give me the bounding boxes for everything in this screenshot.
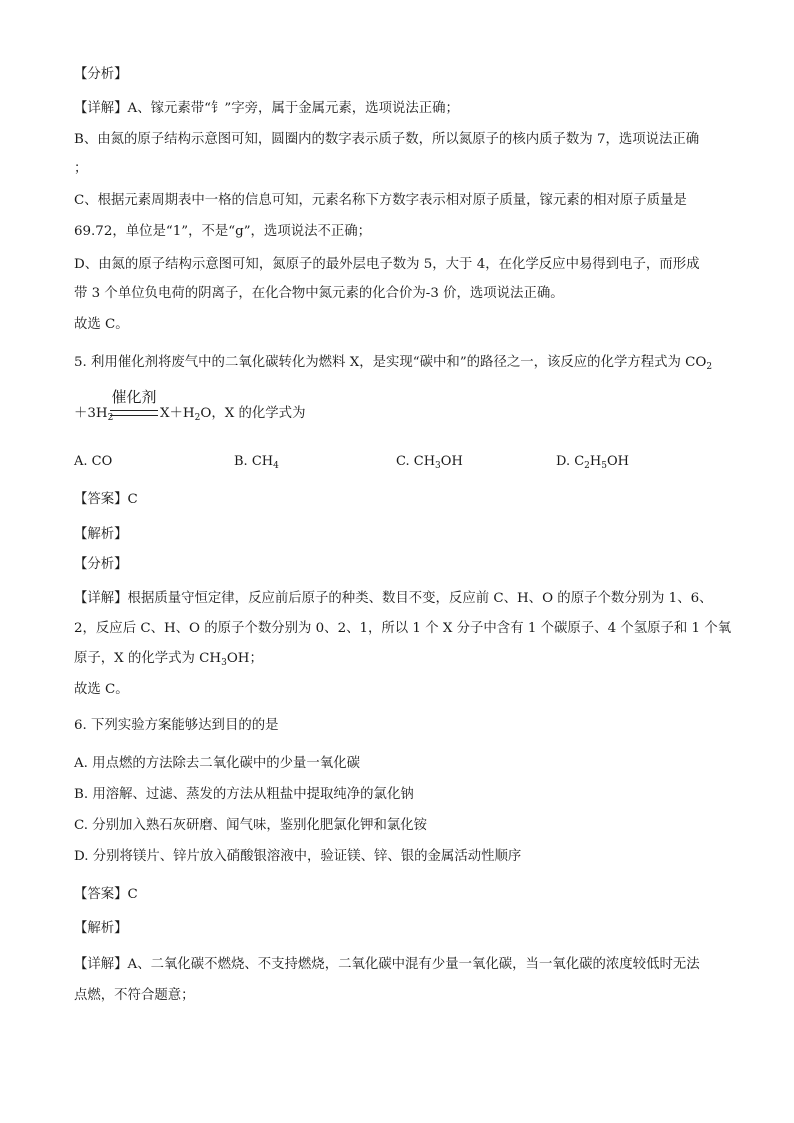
question-5-stem: 5. 利用催化剂将废气中的二氧化碳转化为燃料 X，是实现“碳中和”的路径之一，该反应的化学方程式为 $CO_2$ <box>74 355 713 372</box>
detail-line: B、由氮的原子结构示意图可知，圆圈内的数字表示质子数，所以氮原子的核内质子数为 7，选项说法正确 <box>74 132 700 147</box>
option-c: C. $CH_3OH$ <box>396 454 463 471</box>
explain-heading: 【解析】 <box>74 921 128 936</box>
equation-sign <box>110 410 158 416</box>
option-b: B. $CH_4$ <box>234 454 279 471</box>
choose-line: 故选 C。 <box>74 682 129 697</box>
option-d: D. $C_2H_5OH$ <box>556 454 629 471</box>
analysis-heading: 【分析】 <box>74 557 128 572</box>
detail-line: C、根据元素周期表中一格的信息可知，元素名称下方数字表示相对原子质量，镓元素的相对原子质量是 <box>74 193 687 208</box>
detail-line: D、由氮的原子结构示意图可知，氮原子的最外层电子数为 5，大于 4，在化学反应中易得到电子，而形成 <box>74 257 700 272</box>
detail-line: 2，反应后 C、H、O 的原子个数分别为 0、2、1，所以 1 个 X 分子中含有 1 个碳原子、4 个氢原子和 1 个氧 <box>74 621 732 636</box>
option-b: B. 用溶解、过滤、蒸发的方法从粗盐中提取纯净的氯化钠 <box>74 787 414 802</box>
explain-heading: 【解析】 <box>74 527 128 542</box>
detail-line: ； <box>74 161 88 176</box>
question-6-stem: 6. 下列实验方案能够达到目的的是 <box>74 718 279 733</box>
answer-line: 【答案】C <box>74 887 138 902</box>
catalyst-label: 催化剂 <box>111 388 157 406</box>
detail-line: 69.72，单位是“1”，不是“g”，选项说法不正确； <box>74 224 372 239</box>
option-a: A. 用点燃的方法除去二氧化碳中的少量一氧化碳 <box>74 756 360 771</box>
option-a: A. CO <box>74 454 113 469</box>
choose-line: 故选 C。 <box>74 317 129 332</box>
detail-line: 【详解】A、二氧化碳不燃烧、不支持燃烧，二氧化碳中混有少量一氧化碳，当一氧化碳的浓度较低时无法 <box>74 957 700 972</box>
equation-line-left: $+3H_2$ <box>74 406 114 423</box>
detail-line: 【详解】A、镓元素带“钅”字旁，属于金属元素，选项说法正确； <box>74 101 459 116</box>
detail-line: 【详解】根据质量守恒定律，反应前后原子的种类、数目不变，反应前 C、H、O 的原子个数分别为 1、6、 <box>74 591 713 606</box>
detail-line: 带 3 个单位负电荷的阴离子，在化合物中氮元素的化合价为-3 价，选项说法正确。 <box>74 286 564 301</box>
option-d: D. 分别将镁片、锌片放入硝酸银溶液中，验证镁、锌、银的金属活动性顺序 <box>74 849 522 864</box>
analysis-heading: 【分析】 <box>74 67 128 82</box>
answer-line: 【答案】C <box>74 492 138 507</box>
detail-line: 原子，X 的化学式为 $CH_3OH$； <box>74 651 263 668</box>
equation-line-right: $X+H_2O$，X 的化学式为 <box>160 406 306 423</box>
option-c: C. 分别加入熟石灰研磨、闻气味，鉴别化肥氯化钾和氯化铵 <box>74 818 428 833</box>
detail-line: 点燃，不符合题意； <box>74 988 195 1003</box>
